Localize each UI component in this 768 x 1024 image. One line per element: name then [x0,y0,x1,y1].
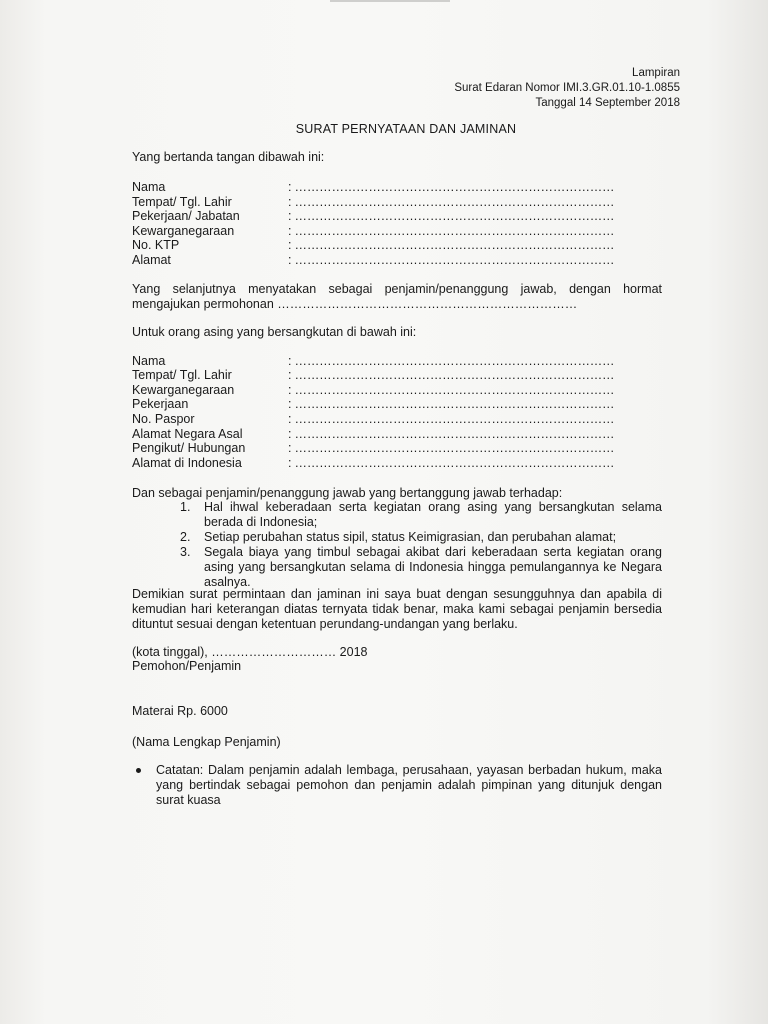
foreigner-field [132,412,662,427]
note-block [132,763,662,808]
list-item-text: Setiap perubahan status sipil, status Keimigrasian, dan perubahan alamat; [204,530,617,544]
guarantor-field [132,253,662,268]
fill-in-line: : …………………………………………………………………… [288,368,615,382]
guarantor-full-name: (Nama Lengkap Penjamin) [132,735,281,749]
field-label: Alamat [132,253,171,267]
foreigner-field [132,397,662,412]
field-label: Kewarganegaraan [132,383,235,397]
list-item [180,530,662,545]
field-label: Pekerjaan/ Jabatan [132,209,240,223]
page-edge-shadow [330,0,450,2]
guarantor-field [132,224,662,239]
statement-line-2: mengajukan permohonan ……………………………………………………………… [132,297,578,311]
list-item [180,545,662,590]
fill-in-line: : …………………………………………………………………… [288,209,615,223]
field-label: Alamat Negara Asal [132,427,243,441]
field-label: No. Paspor [132,412,195,426]
field-label: No. KTP [132,238,180,252]
document-header [454,66,680,111]
place-date-line: (kota tinggal), ………………………… 2018 [132,645,368,659]
foreigner-field [132,441,662,456]
guarantor-field [132,209,662,224]
header-line-1: Lampiran [632,67,680,79]
fill-in-line: : …………………………………………………………………… [288,354,615,368]
list-item-number: 3. [180,545,191,559]
fill-in-line: : …………………………………………………………………… [288,180,615,194]
fill-in-line: : …………………………………………………………………… [288,195,615,209]
fill-in-line: : …………………………………………………………………… [288,397,615,411]
field-label: Nama [132,180,166,194]
field-label: Tempat/ Tgl. Lahir [132,368,232,382]
document-title: SURAT PERNYATAAN DAN JAMINAN [295,122,517,136]
fill-in-line: : …………………………………………………………………… [288,456,615,470]
field-label: Pekerjaan [132,397,189,411]
fill-in-line: : …………………………………………………………………… [288,427,615,441]
fill-in-line: : …………………………………………………………………… [288,441,615,455]
foreigner-intro: Untuk orang asing yang bersangkutan di bawah ini: [132,325,417,339]
bullet-icon [136,768,141,773]
responsibility-intro: Dan sebagai penjamin/penanggung jawab yang bertanggung jawab terhadap: [132,486,563,500]
field-label: Alamat di Indonesia [132,456,242,470]
guarantor-field [132,195,662,210]
fill-in-line: : …………………………………………………………………… [288,224,615,238]
statement-paragraph [132,282,662,312]
fill-in-line: : …………………………………………………………………… [288,238,615,252]
header-line-3: Tanggal 14 September 2018 [535,97,680,109]
guarantor-field [132,180,662,195]
list-item [180,500,662,530]
list-item-number: 1. [180,500,191,514]
statement-line-1: Yang selanjutnya menyatakan sebagai penjamin/penanggung jawab, dengan hormat [132,282,662,296]
field-label: Nama [132,354,166,368]
header-line-2: Surat Edaran Nomor IMI.3.GR.01.10-1.0855 [454,82,680,94]
list-item-text: Segala biaya yang timbul sebagai akibat dari keberadaan serta kegiatan orang asing yang bersangkutan selama di Indonesia hingga pemulangannya ke Negara asalnya. [204,545,662,589]
foreigner-field [132,354,662,369]
fill-in-line: : …………………………………………………………………… [288,383,615,397]
foreigner-field [132,383,662,398]
list-item-text: Hal ihwal keberadaan serta kegiatan orang asing yang bersangkutan selama berada di Indonesia; [204,500,662,529]
stamp-duty-label: Materai Rp. 6000 [132,704,228,718]
note-text: Catatan: Dalam penjamin adalah lembaga, perusahaan, yayasan berbadan hukum, maka yang bertindak sebagai pemohon dan penjamin adalah pimpinan yang ditunjuk dengan surat kuasa [156,763,662,807]
foreigner-field [132,456,662,471]
fill-in-line: : …………………………………………………………………… [288,412,615,426]
responsibility-list [180,500,662,590]
fill-in-line: : …………………………………………………………………… [288,253,615,267]
foreigner-field [132,427,662,442]
signer-role: Pemohon/Penjamin [132,659,242,673]
intro-text: Yang bertanda tangan dibawah ini: [132,150,325,164]
closing-paragraph: Demikian surat permintaan dan jaminan ini saya buat dengan sesungguhnya dan apabila di kemudian hari keterangan diatas ternyata tidak benar, maka kami sebagai penjamin bersedia dituntut sesuai dengan ketentuan perundang-undangan yang berlaku. [132,587,662,631]
field-label: Kewarganegaraan [132,224,235,238]
field-label: Tempat/ Tgl. Lahir [132,195,232,209]
list-item-number: 2. [180,530,191,544]
guarantor-field [132,238,662,253]
foreigner-field [132,368,662,383]
field-label: Pengikut/ Hubungan [132,441,246,455]
